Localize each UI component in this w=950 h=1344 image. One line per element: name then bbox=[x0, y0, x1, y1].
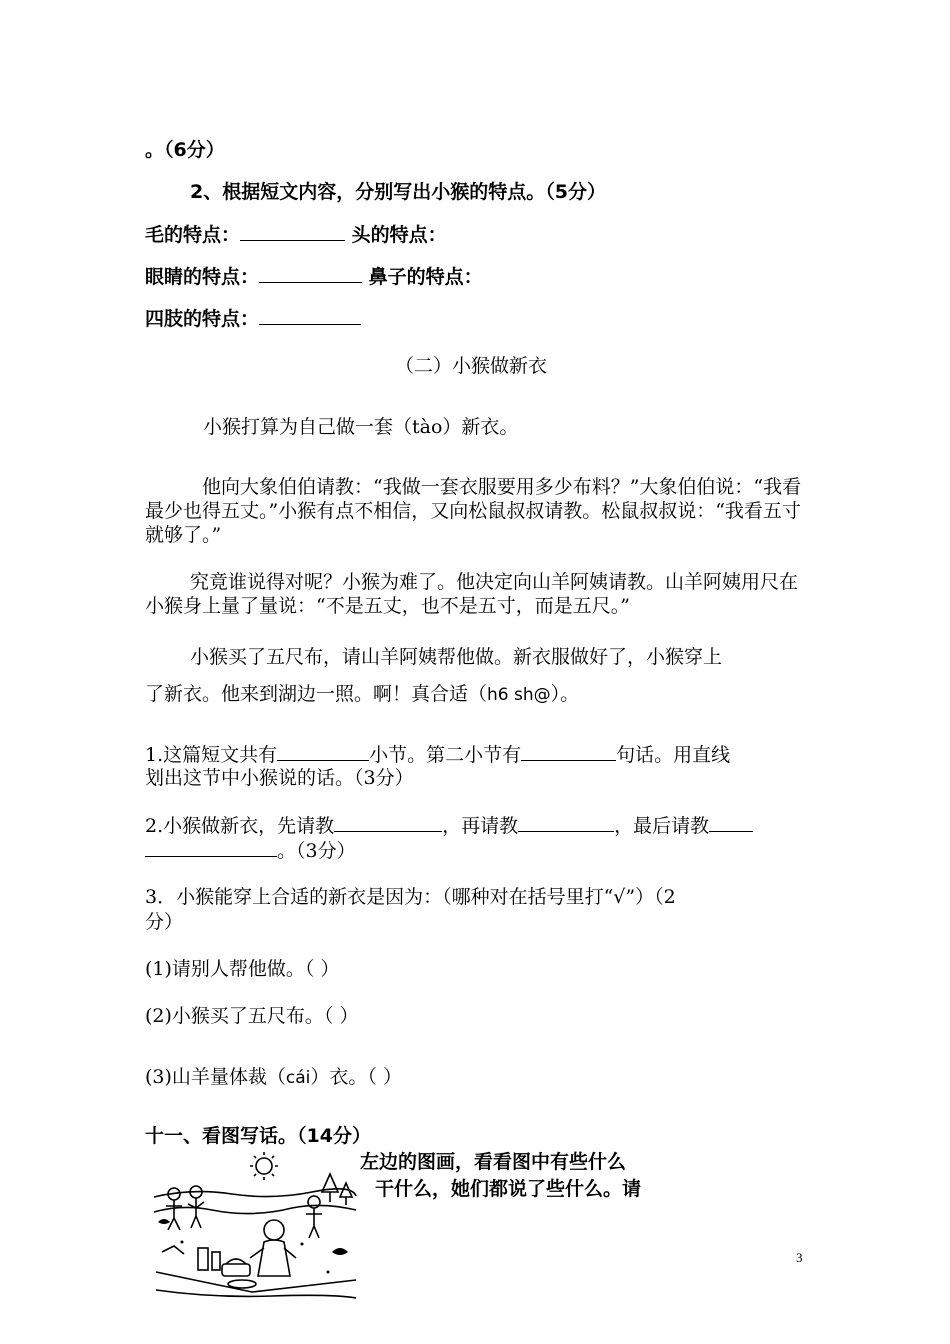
eye-answer-blank[interactable] bbox=[259, 264, 362, 283]
nose-label: 鼻子的特点： bbox=[368, 266, 483, 288]
head-label: 头的特点： bbox=[351, 224, 447, 246]
section-11-line-2: 干什么，她们都说了些什么。请 bbox=[375, 1178, 642, 1200]
q3-option-3[interactable] bbox=[145, 1065, 402, 1090]
q2-third-blank-start[interactable] bbox=[709, 813, 753, 832]
p4-pinyin: h6 sh@ bbox=[487, 685, 551, 705]
fur-answer-blank[interactable] bbox=[240, 222, 345, 241]
q3-option-1[interactable]: (1)请别人帮他做。（ ） bbox=[145, 958, 340, 980]
story-title: （二）小猴做新衣 bbox=[395, 355, 548, 377]
q1-text-a: 1.这篇短文共有 bbox=[145, 744, 278, 766]
q2-text-c: ，最后请教 bbox=[614, 815, 710, 837]
limb-answer-blank[interactable] bbox=[259, 306, 361, 325]
picnic-illustration bbox=[152, 1152, 357, 1302]
opt3-text-a: (3)山羊量体裁（ bbox=[145, 1066, 286, 1088]
story-paragraph-3: 究竟谁说得对呢？小猴为难了。他决定向山羊阿姨请教。山羊阿姨用尺在小猴身上量了量说：“不是五丈，也不是五寸，而是五尺。” bbox=[145, 571, 799, 617]
fur-feature-line bbox=[145, 222, 447, 247]
q2-third-blank-end[interactable] bbox=[145, 838, 277, 857]
story-paragraph-4-line-1: 小猴买了五尺布，请山羊阿姨帮他做。新衣服做好了，小猴穿上 bbox=[190, 646, 723, 668]
story-paragraph-1: 小猴打算为自己做一套（tào）新衣。 bbox=[203, 416, 519, 438]
page-number: 3 bbox=[796, 1250, 803, 1265]
q3-line-1: 3．小猴能穿上合适的新衣是因为：（哪种对在括号里打“√”）（2 bbox=[145, 886, 676, 908]
q2-text-b: ，再请教 bbox=[442, 815, 519, 837]
section-11-heading: 十一、看图写话。（14分） bbox=[145, 1125, 371, 1147]
story-paragraph-4-line-2 bbox=[145, 682, 579, 707]
q1-text-c: 句话。用直线 bbox=[616, 744, 731, 766]
score-tail: 。（6分） bbox=[145, 139, 225, 161]
fur-label: 毛的特点： bbox=[145, 224, 241, 246]
q1-sections-blank[interactable] bbox=[277, 742, 369, 761]
q2-text-a: 2.小猴做新衣，先请教 bbox=[145, 815, 335, 837]
section-11-line-1: 左边的图画，看看图中有些什么 bbox=[360, 1151, 627, 1173]
eye-feature-line bbox=[145, 264, 483, 289]
q2-first-blank[interactable] bbox=[334, 813, 442, 832]
q2-line-2 bbox=[145, 838, 356, 863]
limb-feature-line bbox=[145, 306, 361, 331]
q1-text-b: 小节。第二小节有 bbox=[369, 744, 522, 766]
opt3-text-b: ）衣。（ ） bbox=[310, 1066, 402, 1088]
q3-option-2[interactable]: (2)小猴买了五尺布。（ ） bbox=[145, 1005, 359, 1027]
q2-text-d: 。（3分） bbox=[277, 840, 356, 862]
limb-label: 四肢的特点： bbox=[145, 308, 260, 330]
question-2-heading: 2、根据短文内容，分别写出小猴的特点。（5分） bbox=[190, 181, 606, 203]
p4-text-a: 了新衣。他来到湖边一照。啊！真合适（ bbox=[145, 683, 488, 705]
eye-label: 眼睛的特点： bbox=[145, 266, 260, 288]
q2-second-blank[interactable] bbox=[518, 813, 614, 832]
q1-sentences-blank[interactable] bbox=[521, 742, 616, 761]
q1-line-1 bbox=[145, 742, 730, 767]
q2-line-1 bbox=[145, 813, 753, 838]
p4-text-b: ）。 bbox=[550, 683, 580, 705]
q1-line-2: 划出这节中小猴说的话。（3分） bbox=[145, 767, 414, 789]
q3-line-2: 分） bbox=[145, 911, 184, 933]
opt3-pinyin: cái bbox=[285, 1068, 311, 1088]
story-paragraph-2: 他向大象伯伯请教：“我做一套衣服要用多少布料？”大象伯伯说：“我看最少也得五丈。”小猴有点不相信，又向松鼠叔叔请教。松鼠叔叔说：“我看五寸就够了。” bbox=[145, 476, 802, 546]
